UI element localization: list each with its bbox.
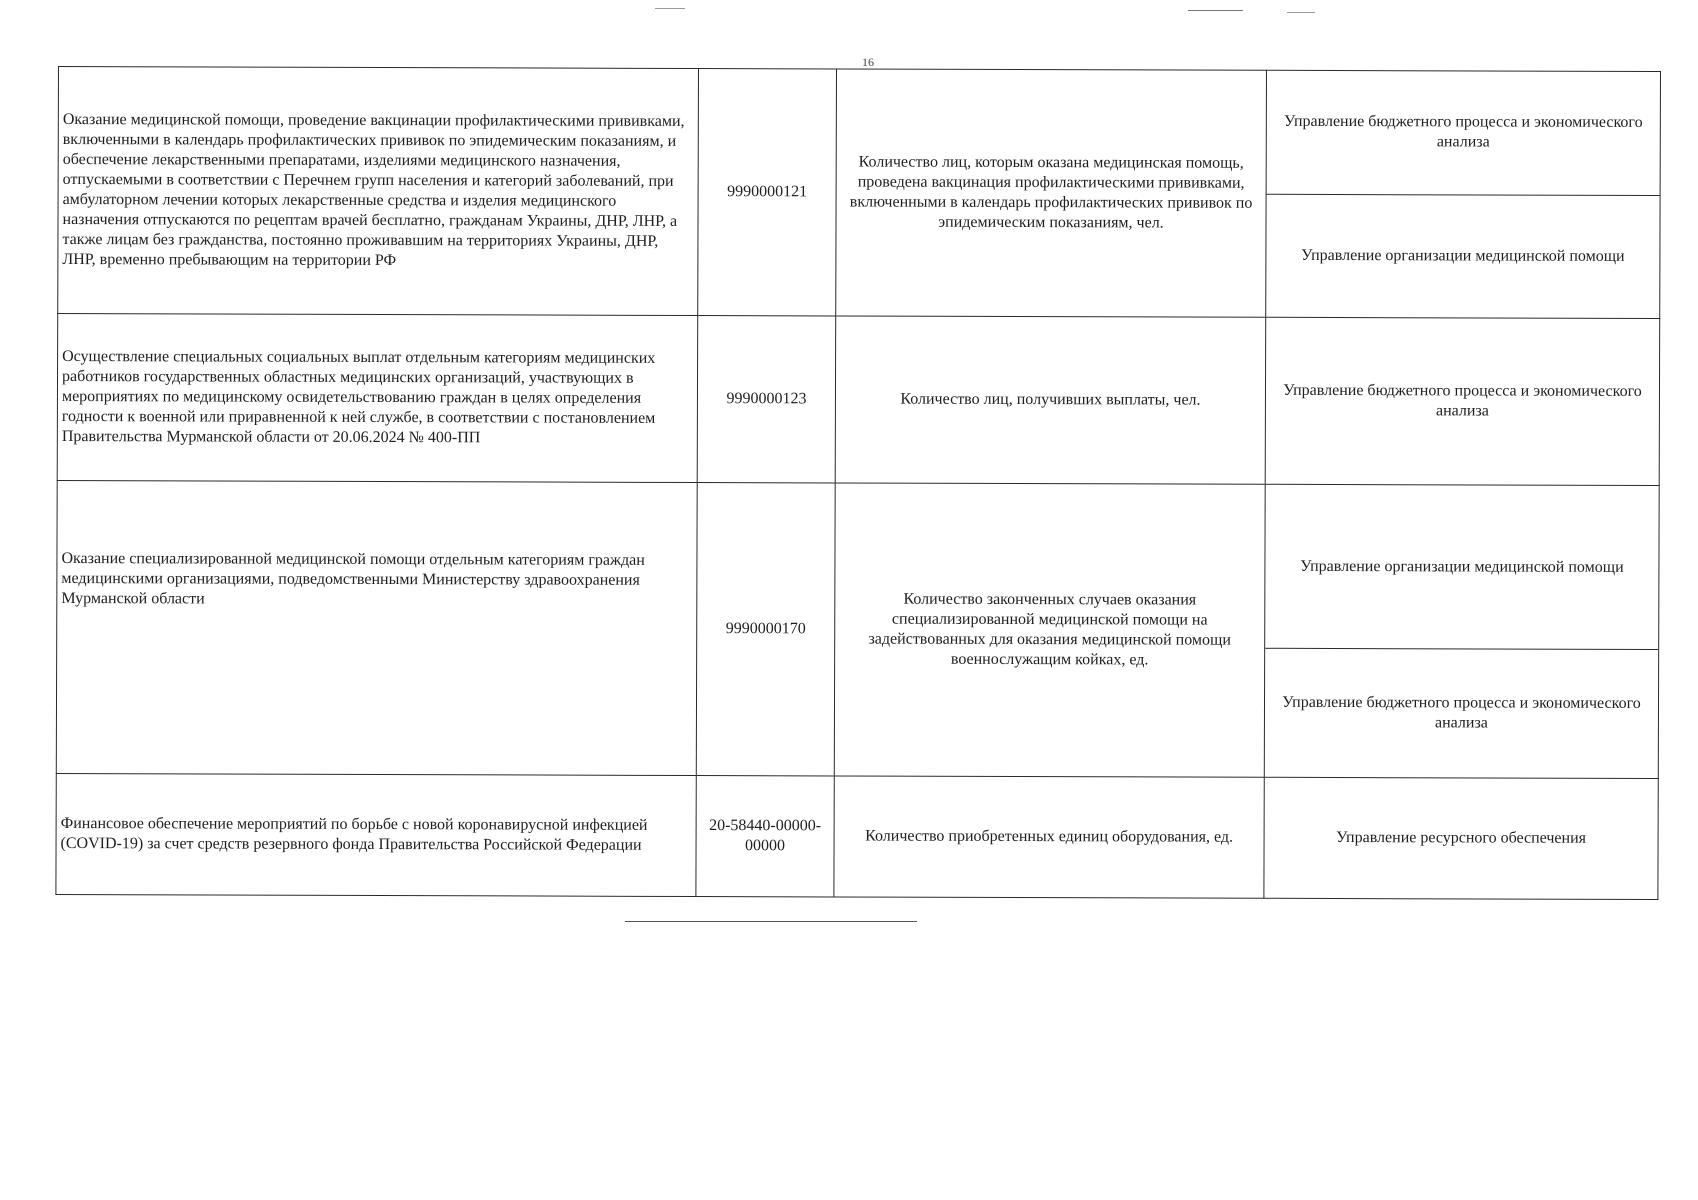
indicator-text: Количество законченных случаев оказания специализированной медицинской помощи на задействованных для оказания медицинской помощи военнослужащим койках, ед. (834, 483, 1265, 777)
department-name: Управление бюджетного процесса и экономического анализа (1284, 113, 1643, 151)
activity-name: Оказание специализированной медицинской помощи отдельным категориям граждан медицинскими организациями, подведомственными Министерству здравоохранения Мурманской области (56, 480, 697, 775)
department-cell (1264, 484, 1659, 778)
department-cell (1265, 317, 1660, 485)
budget-code: 9990000121 (698, 69, 837, 316)
department-name: Управление бюджетного процесса и экономического анализа (1265, 648, 1658, 778)
budget-table (55, 66, 1661, 900)
bottom-rule (625, 921, 917, 922)
department-stack (1265, 485, 1659, 778)
activity-name: Финансовое обеспечение мероприятий по борьбе с новой коронавирусной инфекцией (COVID-19) за счет средств резервного фонда Правительства Российской Федерации (56, 773, 696, 896)
department-cell (1266, 70, 1661, 318)
table-row (56, 480, 1659, 778)
department-name: Управление организации медицинской помощи (1300, 557, 1624, 576)
department-name: Управление ресурсного обеспечения (1336, 829, 1587, 847)
table-row (57, 314, 1660, 486)
page-number: 16 (862, 55, 874, 69)
budget-code: 20-58440-00000-00000 (696, 776, 834, 897)
department-cell (1264, 777, 1658, 899)
department-stack (1264, 778, 1657, 899)
department-stack (1266, 71, 1660, 318)
scan-mark (1188, 10, 1243, 11)
department-stack (1266, 318, 1660, 485)
indicator-text: Количество лиц, получивших выплаты, чел. (835, 316, 1266, 484)
department-name: Управление организации медицинской помощи (1266, 193, 1659, 318)
indicator-text: Количество приобретенных единиц оборудования, ед. (834, 776, 1264, 898)
table-row (58, 67, 1661, 319)
activity-name: Осуществление специальных социальных выплат отдельным категориям медицинских работников государственных областных медицинских организаций, участвующих в мероприятиях по медицинскому освидетельствованию граждан в целях определения годности к военной или приравненной к ней службе, в соответствии с постановлением Правительства Мурманской области от 20.06.2024 № 400-ПП (57, 314, 698, 483)
activity-name: Оказание медицинской помощи, проведение вакцинации профилактическими прививками, включенными в календарь профилактических прививок по эпидемическим показаниям, и обеспечение лекарственными препаратами, изделиями медицинского назначения, отпускаемыми в соответствии с Перечнем групп населения и категорий заболеваний, при амбулаторном лечении которых лекарственные средства и изделия медицинского назначения отпускаются по рецептам врачей бесплатно, гражданам Украины, ДНР, ЛНР, а также лицам без гражданства, постоянно проживавшим на территориях Украины, ДНР, ЛНР, временно пребывающим на территории РФ (58, 67, 699, 316)
budget-code: 9990000170 (696, 483, 835, 776)
scan-mark (1287, 12, 1315, 13)
budget-code: 9990000123 (697, 316, 836, 483)
department-name: Управление бюджетного процесса и экономического анализа (1283, 381, 1642, 420)
scan-mark (655, 8, 685, 9)
indicator-text: Количество лиц, которым оказана медицинская помощь, проведена вакцинация профилактическими прививками, включенными в календарь профилактических прививок по эпидемическим показаниям, чел. (836, 69, 1267, 317)
table-row (56, 773, 1658, 899)
